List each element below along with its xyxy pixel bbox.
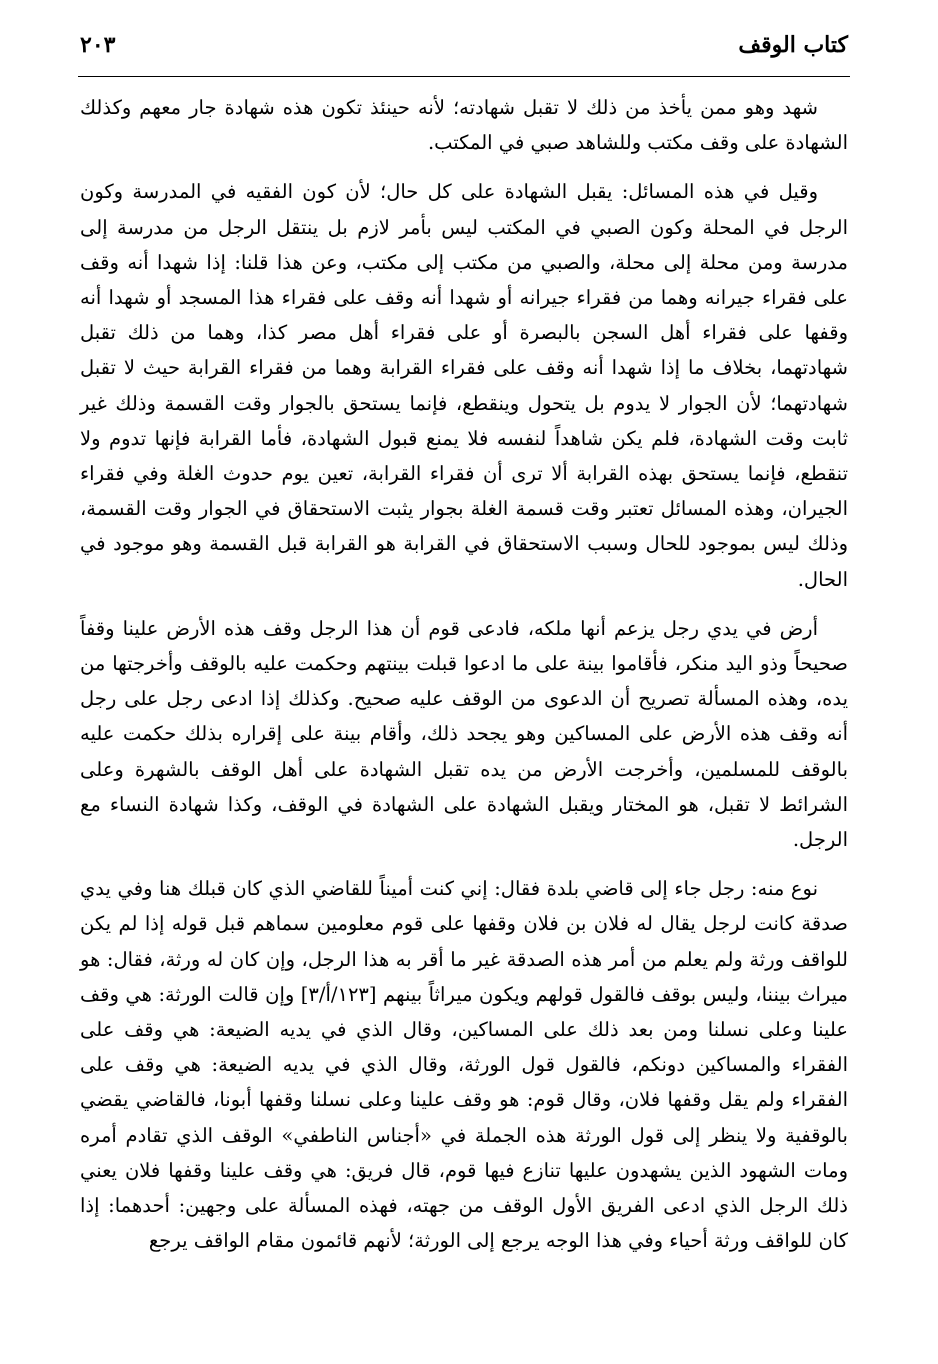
book-title: كتاب الوقف xyxy=(738,32,848,58)
paragraph: نوع منه: رجل جاء إلى قاضي بلدة فقال: إني كنت أميناً للقاضي الذي كان قبلك هنا وفي يدي صدقة كانت لرجل يقال له فلان بن فلان وقفها على قوم معلومين سماهم قبل قوله إذا لم يكن للواقف ورثة ولم يعلم من أمر هذه الصدقة غير ما أقر به هذا الرجل، وإن كان له ورثة، فقال: هو ميراث بيننا، وليس بوقف فالقول قولهم ويكون ميراثاً بينهم [١٢٣/أ/٣] وإن قالت الورثة: هي وقف علينا وعلى نسلنا ومن بعد ذلك على المساكين، وقال الذي في يديه الضيعة: هي وقف على الفقراء والمساكين دونكم، فالقول قول الورثة، وقال الذي في يديه الضيعة: هي وقف على الفقراء ولم يقل وقفها فلان، وقال قوم: هو وقف علينا وعلى نسلنا وقفها أبونا، فالقاضي يقضي بالوقفية ولا ينظر إلى قول الورثة هذه الجملة في «أجناس الناطفي» الوقف الذي تقادم أمره ومات الشهود الذين يشهدون عليها تنازع فيها قوم، قال فريق: هي وقف علينا وقفها فلان يعني ذلك الرجل الذي ادعى الفريق الأول الوقف من جهته، فهذه المسألة على وجهين: أحدهما: إذا كان للواقف ورثة أحياء وفي هذا الوجه يرجع إلى الورثة؛ لأنهم قائمون مقام الواقف يرجع xyxy=(80,877,849,1253)
page-body xyxy=(80,90,848,1259)
page-number: ٢٠٣ xyxy=(80,32,116,58)
paragraph: وقيل في هذه المسائل: يقبل الشهادة على كل حال؛ لأن كون الفقيه في المدرسة وكون الرجل في المحلة وكون الصبي في المكتب ليس بأمر لازم بل ينتقل الرجل من مدرسة إلى مدرسة ومن محلة إلى محلة، والصبي من مكتب إلى مكتب، وعن هذا قلنا: إذا شهدا أنه وقف على فقراء جيرانه وهما من فقراء جيرانه أو شهدا أنه وقف على فقراء هذا المسجد أو شهدا أنه وقفها على فقراء أهل السجن بالبصرة أو على فقراء أهل مصر كذا، وهما من ذلك تقبل شهادتهما، بخلاف ما إذا شهدا أنه وقف على فقراء القرابة وهما من فقراء القرابة حيث لا تقبل شهادتهما؛ لأن الجوار لا يدوم بل يتحول وينقطع، فإنما يستحق بالجوار وقت القسمة وذلك غير ثابت وقت الشهادة، فلم يكن شاهداً لنفسه فلا يمنع قبول الشهادة، فأما القرابة فإنها تدوم ولا تنقطع، فإنما يستحق بهذه القرابة ألا ترى أن فقراء القرابة، تعين يوم حدوث الغلة وفي فقراء الجيران، وهذه المسائل تعتبر وقت قسمة الغلة بجوار يثبت الاستحقاق في الجوار وقت القسمة، وذلك ليس بموجود للحال وسبب الاستحقاق في القرابة هو القرابة قبل القسمة وهو موجود في الحال. xyxy=(80,180,848,591)
paragraph: شهد وهو ممن يأخذ من ذلك لا تقبل شهادته؛ لأنه حينئذ تكون هذه شهادة جار معهم وكذلك الشهادة على وقف مكتب وللشاهد صبي في المكتب. xyxy=(80,96,848,155)
page-header xyxy=(80,30,848,60)
paragraph: أرض في يدي رجل يزعم أنها ملكه، فادعى قوم أن هذا الرجل وقف هذه الأرض علينا وقفاً صحيحاً وذو اليد منكر، فأقاموا بينة على ما ادعوا قبلت بينتهم وحكمت عليه بالوقف وأخرجتها من يده، وهذه المسألة تصريح أن الدعوى من الوقف عليه صحيح. وكذلك إذا ادعى رجل على رجل أنه وقف هذه الأرض على المساكين وهو يجحد ذلك، وأقام بينة على إقراره بذلك حكمت عليه بالوقف للمسلمين، وأخرجت الأرض من يده تقبل الشهادة على أهل الوقف بالشهرة وعلى الشرائط لا تقبل، هو المختار ويقبل الشهادة على الشهادة في الوقف، وكذا شهادة النساء مع الرجل. xyxy=(80,616,848,852)
header-divider xyxy=(78,76,850,77)
